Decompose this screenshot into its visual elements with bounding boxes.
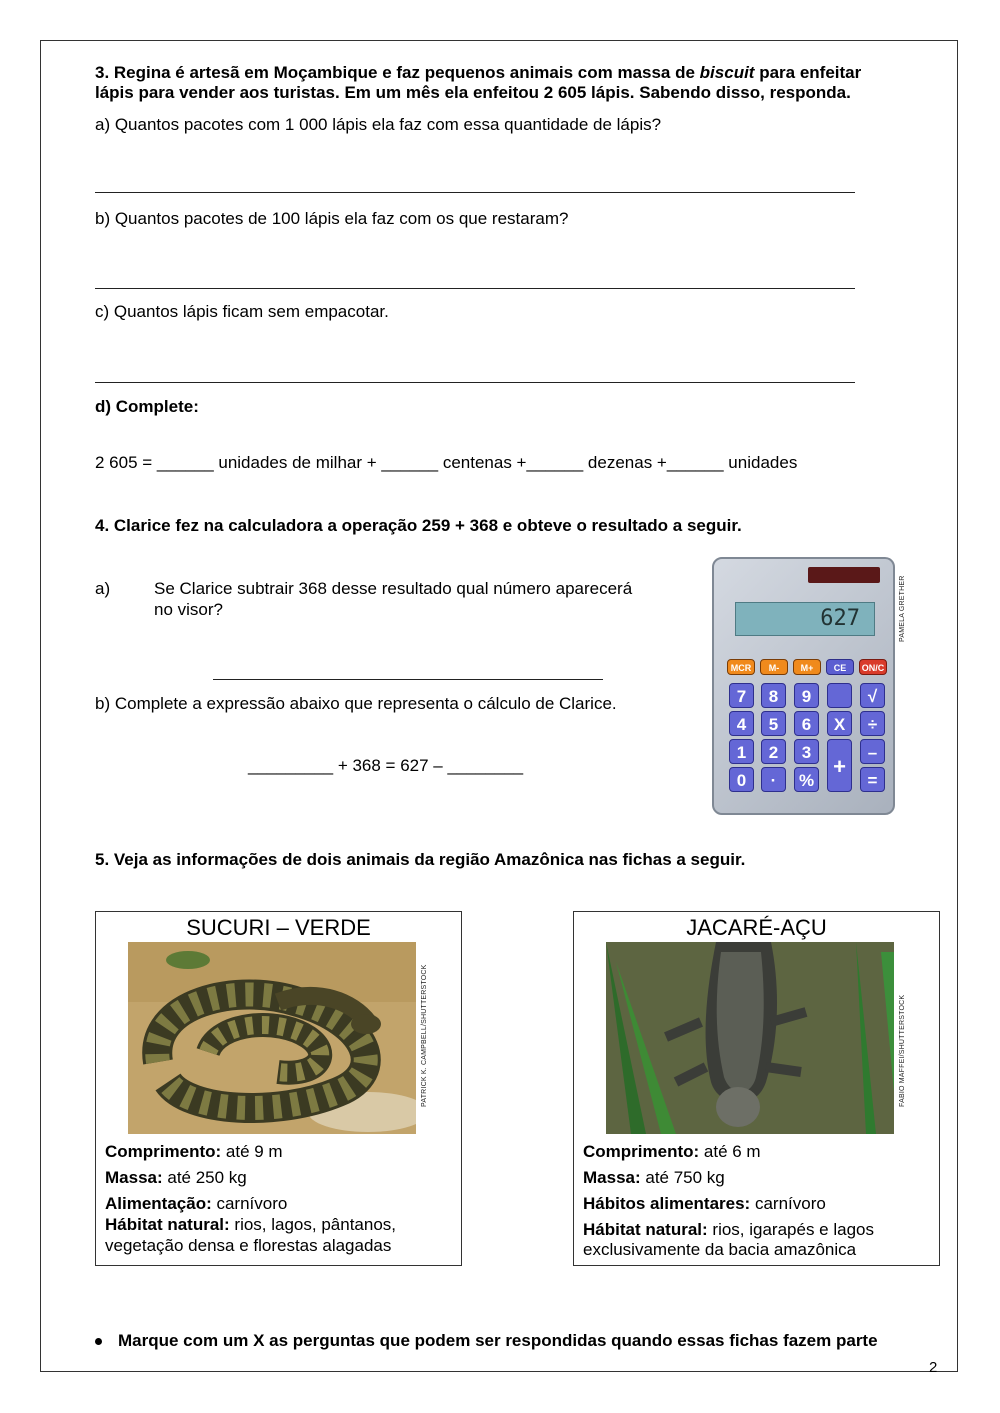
info-length: Comprimento: até 6 m xyxy=(583,1142,761,1161)
q4-item-b: b) Complete a expressão abaixo que representa o cálculo de Clarice. xyxy=(95,694,617,713)
info-diet: Alimentação: carnívoro xyxy=(105,1194,288,1213)
info-habitat: Hábitat natural: rios, lagos, pântanos, xyxy=(105,1215,397,1234)
q4-item-b-expression[interactable]: _________ + 368 = 627 – ________ xyxy=(248,756,524,775)
key-ce: CE xyxy=(826,659,854,675)
info-diet: Hábitos alimentares: carnívoro xyxy=(583,1194,826,1213)
solar-panel xyxy=(808,567,880,583)
key-equals: = xyxy=(860,767,885,792)
bullet-instruction: Marque com um X as perguntas que podem ser respondidas quando essas fichas fazem parte xyxy=(118,1331,878,1350)
q3-item-d-expression[interactable]: 2 605 = ______ unidades de milhar + ______ centenas +______ dezenas +______ unidades xyxy=(95,453,798,472)
key-8: 8 xyxy=(761,683,786,708)
key-0: 0 xyxy=(729,767,754,792)
key-5: 5 xyxy=(761,711,786,736)
key-mcr: MCR xyxy=(727,659,755,675)
key-m-plus: M+ xyxy=(793,659,821,675)
key-plus: + xyxy=(827,739,852,792)
anaconda-photo xyxy=(128,942,416,1134)
q4-item-a-line1: Se Clarice subtrair 368 desse resultado qual número aparecerá xyxy=(154,579,633,598)
key-multiply: X xyxy=(827,711,852,736)
key-9: 9 xyxy=(794,683,819,708)
q3-item-d-label: d) Complete: xyxy=(95,397,199,416)
key-percent: % xyxy=(794,767,819,792)
calculator-illustration xyxy=(712,557,895,815)
key-3: 3 xyxy=(794,739,819,764)
answer-line-b[interactable] xyxy=(95,288,855,289)
info-habitat-continued: exclusivamente da bacia amazônica xyxy=(583,1240,857,1259)
info-mass: Massa: até 250 kg xyxy=(105,1168,247,1187)
key-2: 2 xyxy=(761,739,786,764)
info-length: Comprimento: até 9 m xyxy=(105,1142,283,1161)
photo-credit: FABIO MAFFEI/SHUTTERSTOCK xyxy=(899,994,906,1107)
q4-statement: 4. Clarice fez na calculadora a operação 259 + 368 e obteve o resultado a seguir. xyxy=(95,516,742,535)
key-decimal: · xyxy=(761,767,786,792)
calculator-credit: PAMELA GRETHER xyxy=(899,575,906,642)
key-4: 4 xyxy=(729,711,754,736)
photo-credit: PATRICK K. CAMPBELL/SHUTTERSTOCK xyxy=(421,964,428,1107)
q4-item-a-line2: no visor? xyxy=(154,600,223,619)
card-jacare xyxy=(573,911,940,1266)
key-blank xyxy=(827,683,852,708)
bullet-icon xyxy=(95,1338,102,1345)
caiman-photo xyxy=(606,942,894,1134)
key-minus: – xyxy=(860,739,885,764)
card-sucuri xyxy=(95,911,462,1266)
q3-item-a: a) Quantos pacotes com 1 000 lápis ela faz com essa quantidade de lápis? xyxy=(95,115,662,134)
info-mass: Massa: até 750 kg xyxy=(583,1168,725,1187)
answer-line-a[interactable] xyxy=(95,192,855,193)
key-6: 6 xyxy=(794,711,819,736)
key-7: 7 xyxy=(729,683,754,708)
key-m-minus: M- xyxy=(760,659,788,675)
q5-statement: 5. Veja as informações de dois animais da região Amazônica nas fichas a seguir. xyxy=(95,850,746,869)
info-habitat-continued: vegetação densa e florestas alagadas xyxy=(105,1236,392,1255)
key-on-c: ON/C xyxy=(859,659,887,675)
answer-line-q4a[interactable] xyxy=(213,679,603,680)
key-divide: ÷ xyxy=(860,711,885,736)
calculator-display: 627 xyxy=(735,602,875,636)
card-title: SUCURI – VERDE xyxy=(186,915,371,940)
key-1: 1 xyxy=(729,739,754,764)
q3-item-c: c) Quantos lápis ficam sem empacotar. xyxy=(95,302,389,321)
page-number: 2 xyxy=(929,1359,938,1376)
q4-item-a-label: a) xyxy=(95,579,111,598)
q3-statement-line1: 3. Regina é artesã em Moçambique e faz pequenos animais com massa de biscuit para enfeitar xyxy=(95,63,862,82)
q3-statement-line2: lápis para vender aos turistas. Em um mês ela enfeitou 2 605 lápis. Sabendo disso, responda. xyxy=(95,83,851,102)
key-sqrt: √ xyxy=(860,683,885,708)
card-title: JACARÉ-AÇU xyxy=(686,915,827,940)
answer-line-c[interactable] xyxy=(95,382,855,383)
q3-item-b: b) Quantos pacotes de 100 lápis ela faz com os que restaram? xyxy=(95,209,569,228)
info-habitat: Hábitat natural: rios, igarapés e lagos xyxy=(583,1220,875,1239)
